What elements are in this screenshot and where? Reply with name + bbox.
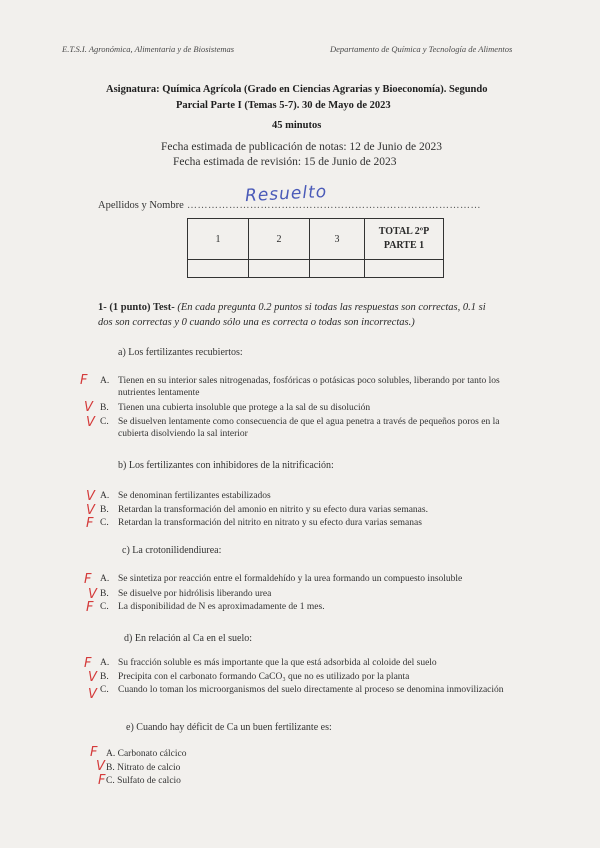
part-a-option-a-mark: F (80, 373, 88, 388)
part-c-option-a-mark: F (84, 572, 92, 587)
score-cell-1[interactable] (188, 260, 249, 278)
part-b-option-b-mark: V (86, 503, 95, 518)
subject-title-line1: Asignatura: Química Agrícola (Grado en Ciencias Agrarias y Bioeconomía). Segundo (106, 84, 488, 95)
part-e-heading: e) Cuando hay déficit de Ca un buen fertilizante es: (126, 722, 332, 733)
part-e-option-c: C. Sulfato de calcio (106, 776, 181, 786)
score-cell-3[interactable] (310, 260, 365, 278)
handwritten-name: Resuelto (244, 181, 328, 207)
part-d-heading: d) En relación al Ca en el suelo: (124, 633, 253, 644)
part-d-option-a: A. Su fracción soluble es más importante que la que está adsorbida al coloide del suelo (100, 658, 437, 668)
part-d-option-b-mark: V (88, 670, 97, 685)
department-header: Departamento de Química y Tecnología de Alimentos (330, 44, 513, 54)
part-a-option-c-mark: V (86, 415, 95, 430)
part-b-option-c: C. Retardan la transformación del nitrito en nitrato y su efecto dura varias semanas (100, 518, 422, 528)
question1-lead: 1- (1 punto) Test- (98, 302, 175, 313)
name-dotted-line: ………………………………………………………………………… (187, 200, 481, 211)
score-col-total: TOTAL 2ºP PARTE 1 (365, 219, 444, 260)
part-c-option-b-mark: V (88, 587, 97, 602)
part-e-option-a: A. Carbonato cálcico (106, 749, 187, 759)
part-b-option-a: A. Se denominan fertilizantes estabilizados (100, 491, 271, 501)
part-e-option-a-mark: F (90, 745, 98, 760)
name-label: Apellidos y Nombre (98, 200, 184, 211)
part-a-heading: a) Los fertilizantes recubiertos: (118, 347, 243, 358)
part-c-option-c: C. La disponibilidad de N es aproximadamente de 1 mes. (100, 602, 325, 612)
part-e-option-c-mark: F (98, 773, 106, 788)
revision-date: Fecha estimada de revisión: 15 de Junio de 2023 (173, 156, 397, 168)
question1-instructions: (En cada pregunta 0.2 puntos si todas las respuestas son correctas, 0.1 si dos son correctas y 0 cuando sólo una es correcta o todas son incorrectas.) (98, 302, 486, 328)
part-d-option-c-mark: V (88, 687, 97, 702)
part-c-heading: c) La crotonilidendiurea: (122, 545, 222, 556)
score-cell-2[interactable] (249, 260, 310, 278)
part-b-option-a-mark: V (86, 489, 95, 504)
part-e-option-b: B. Nitrato de calcio (106, 763, 181, 773)
part-a-option-b: B. Tienen una cubierta insoluble que protege a la sal de su disolución (100, 403, 371, 413)
part-a-option-a: A. Tienen en su interior sales nitrogenadas, fosfóricas o potásicas poco solubles, liberando por tanto los nutrientes lentamente (100, 376, 500, 398)
score-col-3: 3 (310, 219, 365, 260)
score-col-2: 2 (249, 219, 310, 260)
question1-intro (98, 300, 498, 330)
subject-title-line2: Parcial Parte I (Temas 5-7). 30 de Mayo de 2023 (176, 100, 391, 111)
score-cell-total[interactable] (365, 260, 444, 278)
school-header: E.T.S.I. Agronómica, Alimentaria y de Biosistemas (62, 44, 235, 54)
part-a-option-b-mark: V (84, 400, 93, 415)
part-c-option-a: A. Se sintetiza por reacción entre el formaldehído y la urea formando un compuesto insoluble (100, 574, 463, 584)
score-col-1: 1 (188, 219, 249, 260)
part-b-option-c-mark: F (86, 516, 94, 531)
part-d-option-c: C. Cuando lo toman los microorganismos del suelo directamente al proceso se denomina inmovilización (100, 685, 504, 695)
part-e-option-b-mark: V (96, 759, 105, 774)
part-b-option-b: B. Retardan la transformación del amonio en nitrito y su efecto dura varias semanas. (100, 505, 428, 515)
part-d-option-b: B. Precipita con el carbonato formando CaCO₃ que no es utilizado por la planta (100, 672, 410, 682)
publication-date: Fecha estimada de publicación de notas: 12 de Junio de 2023 (161, 141, 443, 153)
score-table-value-row (188, 260, 444, 278)
part-c-option-c-mark: F (86, 600, 94, 615)
part-a-option-c: C. Se disuelven lentamente como consecuencia de que el agua penetra a través de pequeños poros en la cubierta disolviendo la sal interior (100, 417, 500, 439)
score-table (187, 218, 444, 278)
score-table-header-row (188, 219, 444, 260)
part-c-option-b: B. Se disuelve por hidrólisis liberando urea (100, 589, 272, 599)
part-d-option-a-mark: F (84, 656, 92, 671)
exam-duration: 45 minutos (272, 120, 322, 131)
part-b-heading: b) Los fertilizantes con inhibidores de la nitrificación: (118, 460, 334, 471)
